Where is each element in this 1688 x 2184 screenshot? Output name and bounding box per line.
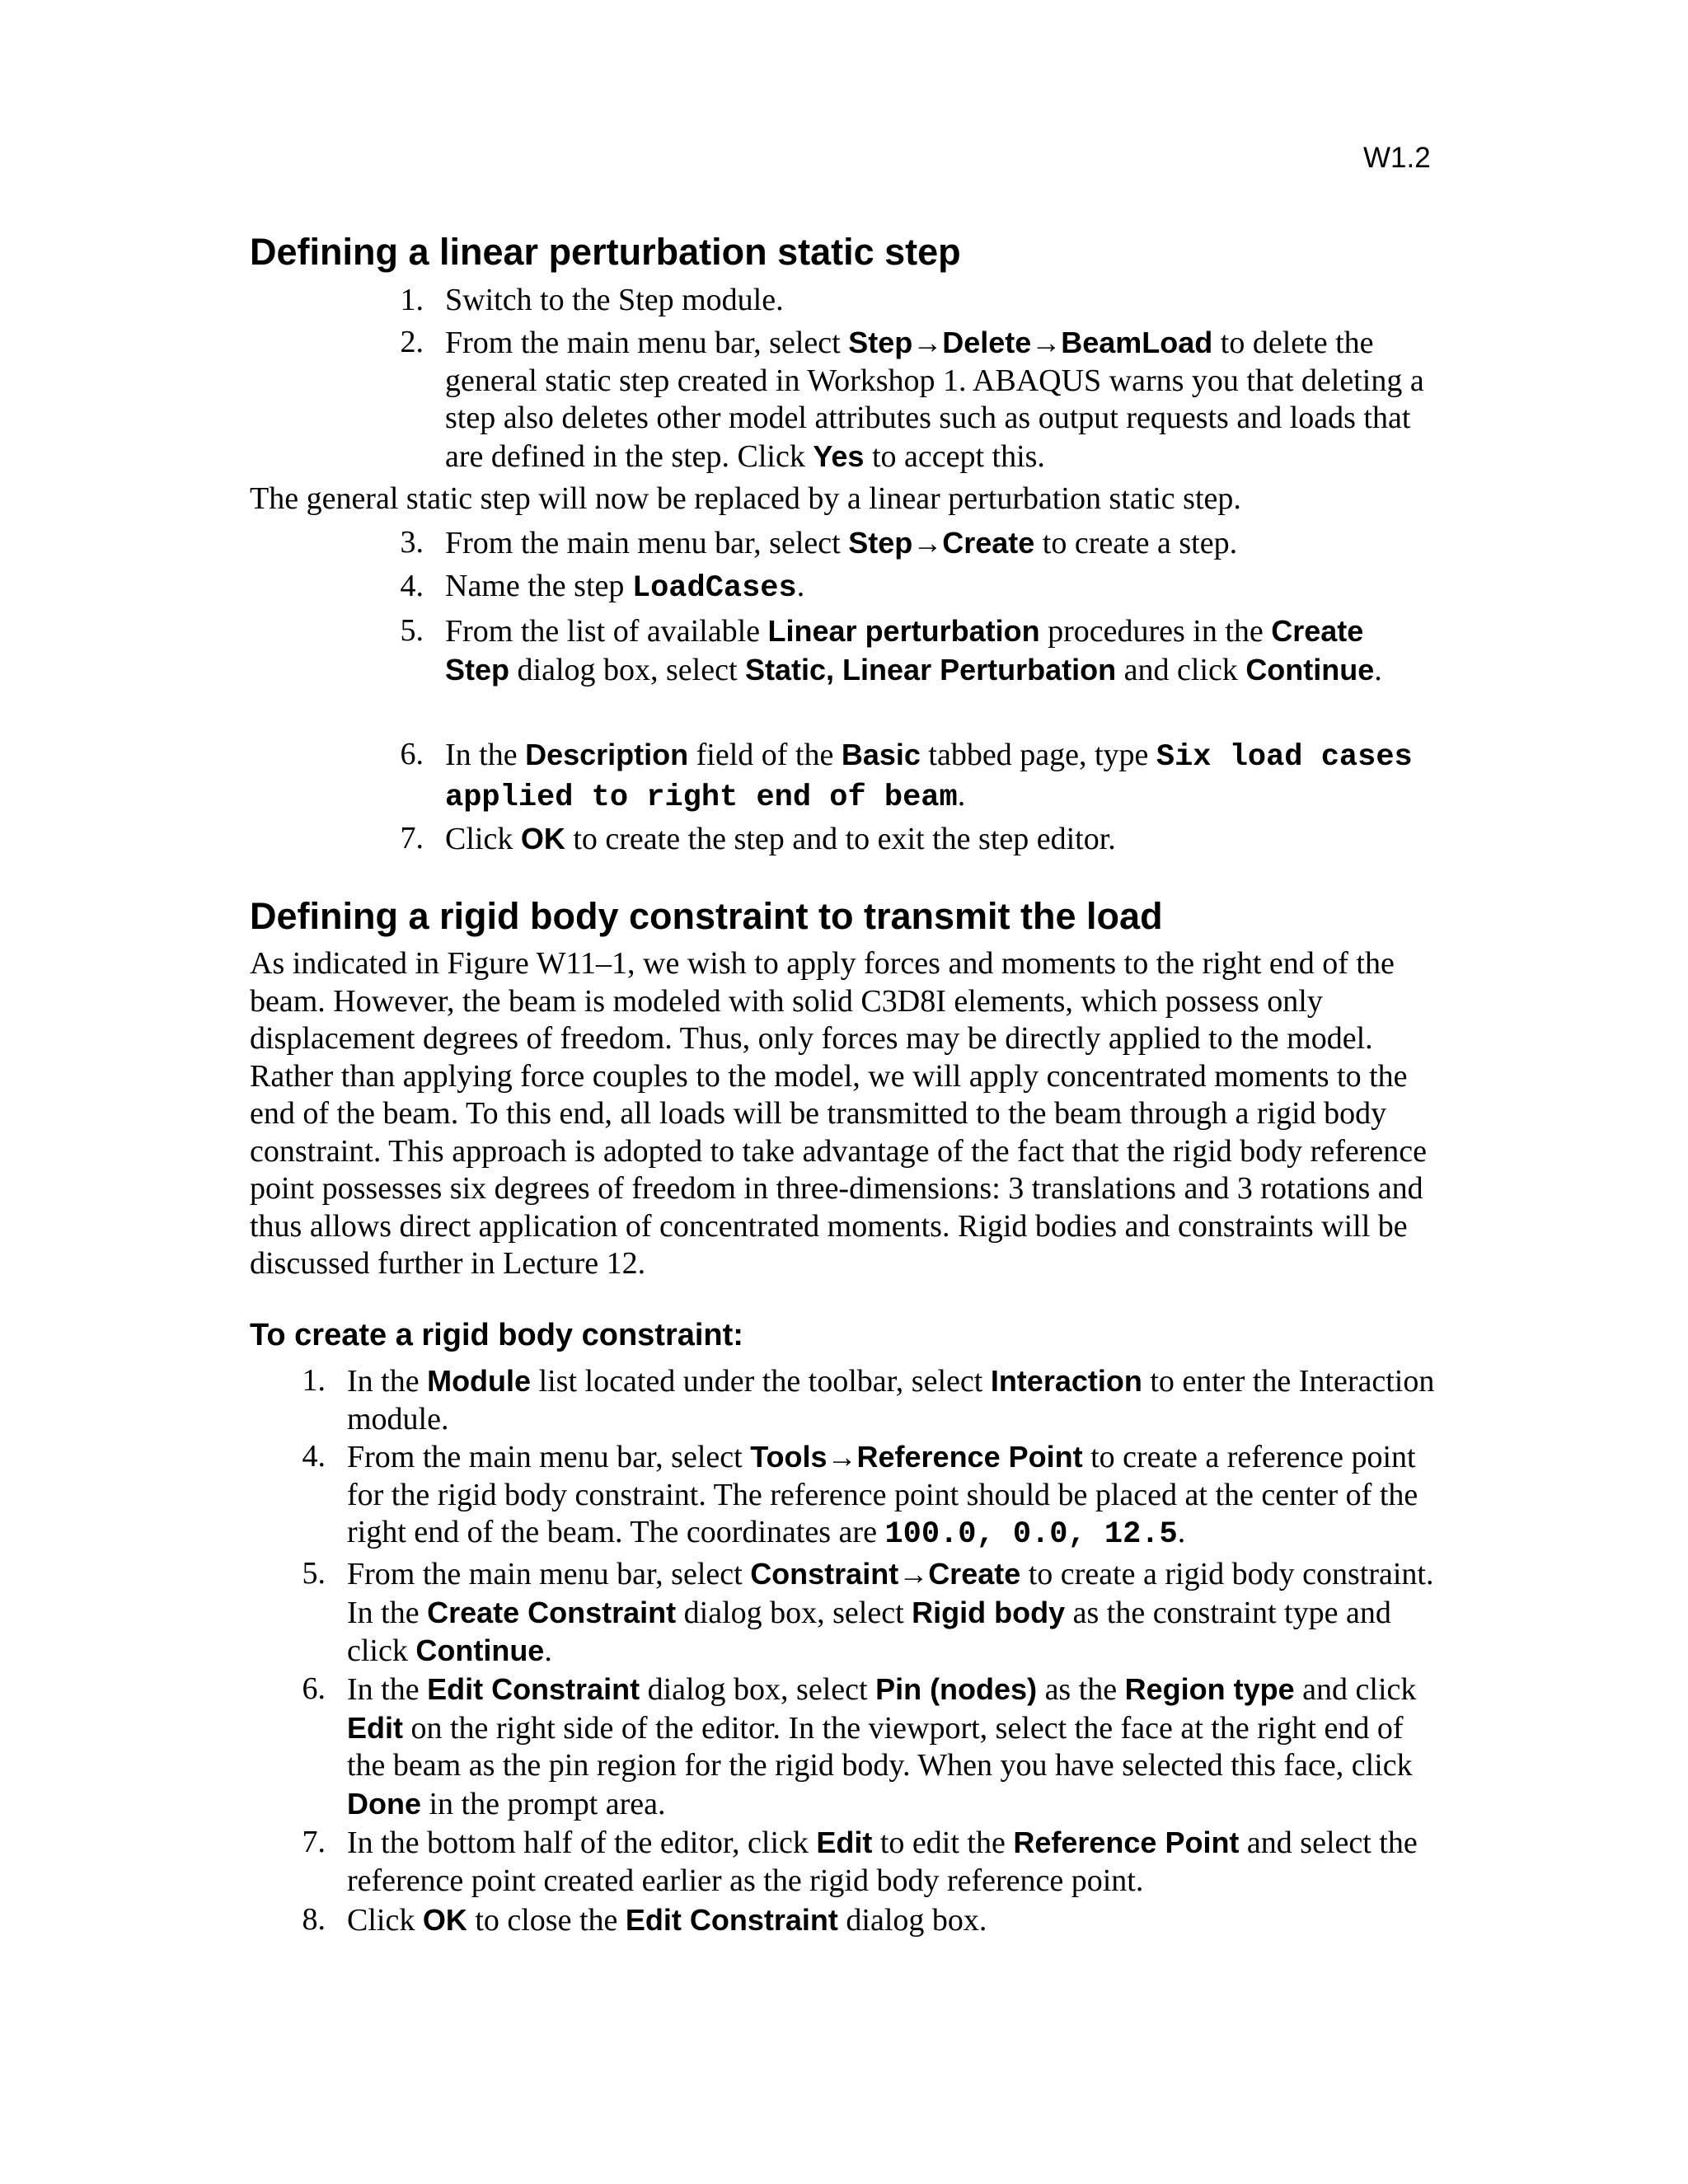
list-item-number: 5. [400, 613, 424, 648]
list-item-number: 5. [302, 1556, 326, 1591]
list-item-number: 2. [400, 325, 424, 359]
list-item-number: 4. [302, 1439, 326, 1474]
list-item-text: In the Module list located under the toolbar, select Interaction to enter the Interaction module. [347, 1364, 1435, 1436]
list-item-text: Click OK to create the step and to exit the step editor. [445, 822, 1116, 856]
page-number: W1.2 [1363, 142, 1431, 174]
list-item-text: From the main menu bar, select Step→Create to create a step. [445, 526, 1238, 560]
list-item-number: 7. [400, 821, 424, 855]
list-item-text: From the main menu bar, select Constraint→Create to create a rigid body constraint. In the Create Constraint dialog box, select Rigid body as the constraint type and click Continue. [347, 1557, 1434, 1668]
section-heading-linear-perturbation: Defining a linear perturbation static step [250, 231, 961, 273]
list-item-text: Switch to the Step module. [445, 283, 784, 317]
list-item-number: 3. [400, 525, 424, 560]
subsection-heading: To create a rigid body constraint: [250, 1318, 743, 1352]
list-item-text: In the Edit Constraint dialog box, select Pin (nodes) as the Region type and click Edit on the right side of the editor. In the viewport, select the face at the right end of the beam as the pin region for the rigid body. When you have selected this face, click Done in the prompt area. [347, 1672, 1417, 1821]
list-item-number: 1. [302, 1363, 326, 1398]
list-item-text: Click OK to close the Edit Constraint dialog box. [347, 1903, 987, 1938]
list-item-number: 1. [400, 283, 424, 317]
section-heading-rigid-body: Defining a rigid body constraint to transmit the load [250, 895, 1163, 937]
list-item-number: 4. [400, 569, 424, 603]
list-item-text: From the main menu bar, select Tools→Reference Point to create a reference point for the rigid body constraint. The reference point should be placed at the center of the right end of the beam. The coordinates are 100.0, 0.0, 12.5. [347, 1440, 1418, 1552]
list-item-text: In the bottom half of the editor, click Edit to edit the Reference Point and select the reference point created earlier as the rigid body reference point. [347, 1825, 1418, 1898]
list-item-number: 8. [302, 1902, 326, 1937]
list-item-text: From the main menu bar, select Step→Delete→BeamLoad to delete the general static step created in Workshop 1. ABAQUS warns you that deleting a step also deletes other model attributes such as output requests and loads that are defined in the step. Click Yes to accept this. [445, 326, 1424, 474]
list-item-text: In the Description field of the Basic tabbed page, type Six load cases applied to right end of beam. [445, 738, 1413, 815]
body-paragraph: As indicated in Figure W11–1, we wish to apply forces and moments to the right end of the beam. However, the beam is modeled with solid C3D8I elements, which possess only displacement degrees of freedom. Thus, only forces may be directly applied to the model. Rather than applying force couples to the model, we will apply concentrated moments to the end of the beam. To this end, all loads will be transmitted to the beam through a rigid body constraint. This approach is adopted to take advantage of the fact that the rigid body reference point possesses six degrees of freedom in three-dimensions: 3 translations and 3 rotations and thus allows direct application of concentrated moments. Rigid bodies and constraints will be discussed further in Lecture 12. [250, 946, 1427, 1281]
list-item-text: Name the step LoadCases. [445, 569, 805, 606]
list-item-number: 6. [400, 737, 424, 771]
list-item-text: From the list of available Linear perturbation procedures in the Create Step dialog box, select Static, Linear Perturbation and click Continue. [445, 614, 1382, 687]
transition-note: The general static step will now be replaced by a linear perturbation static step. [250, 481, 1241, 516]
list-item-number: 6. [302, 1671, 326, 1706]
list-item-number: 7. [302, 1825, 326, 1859]
